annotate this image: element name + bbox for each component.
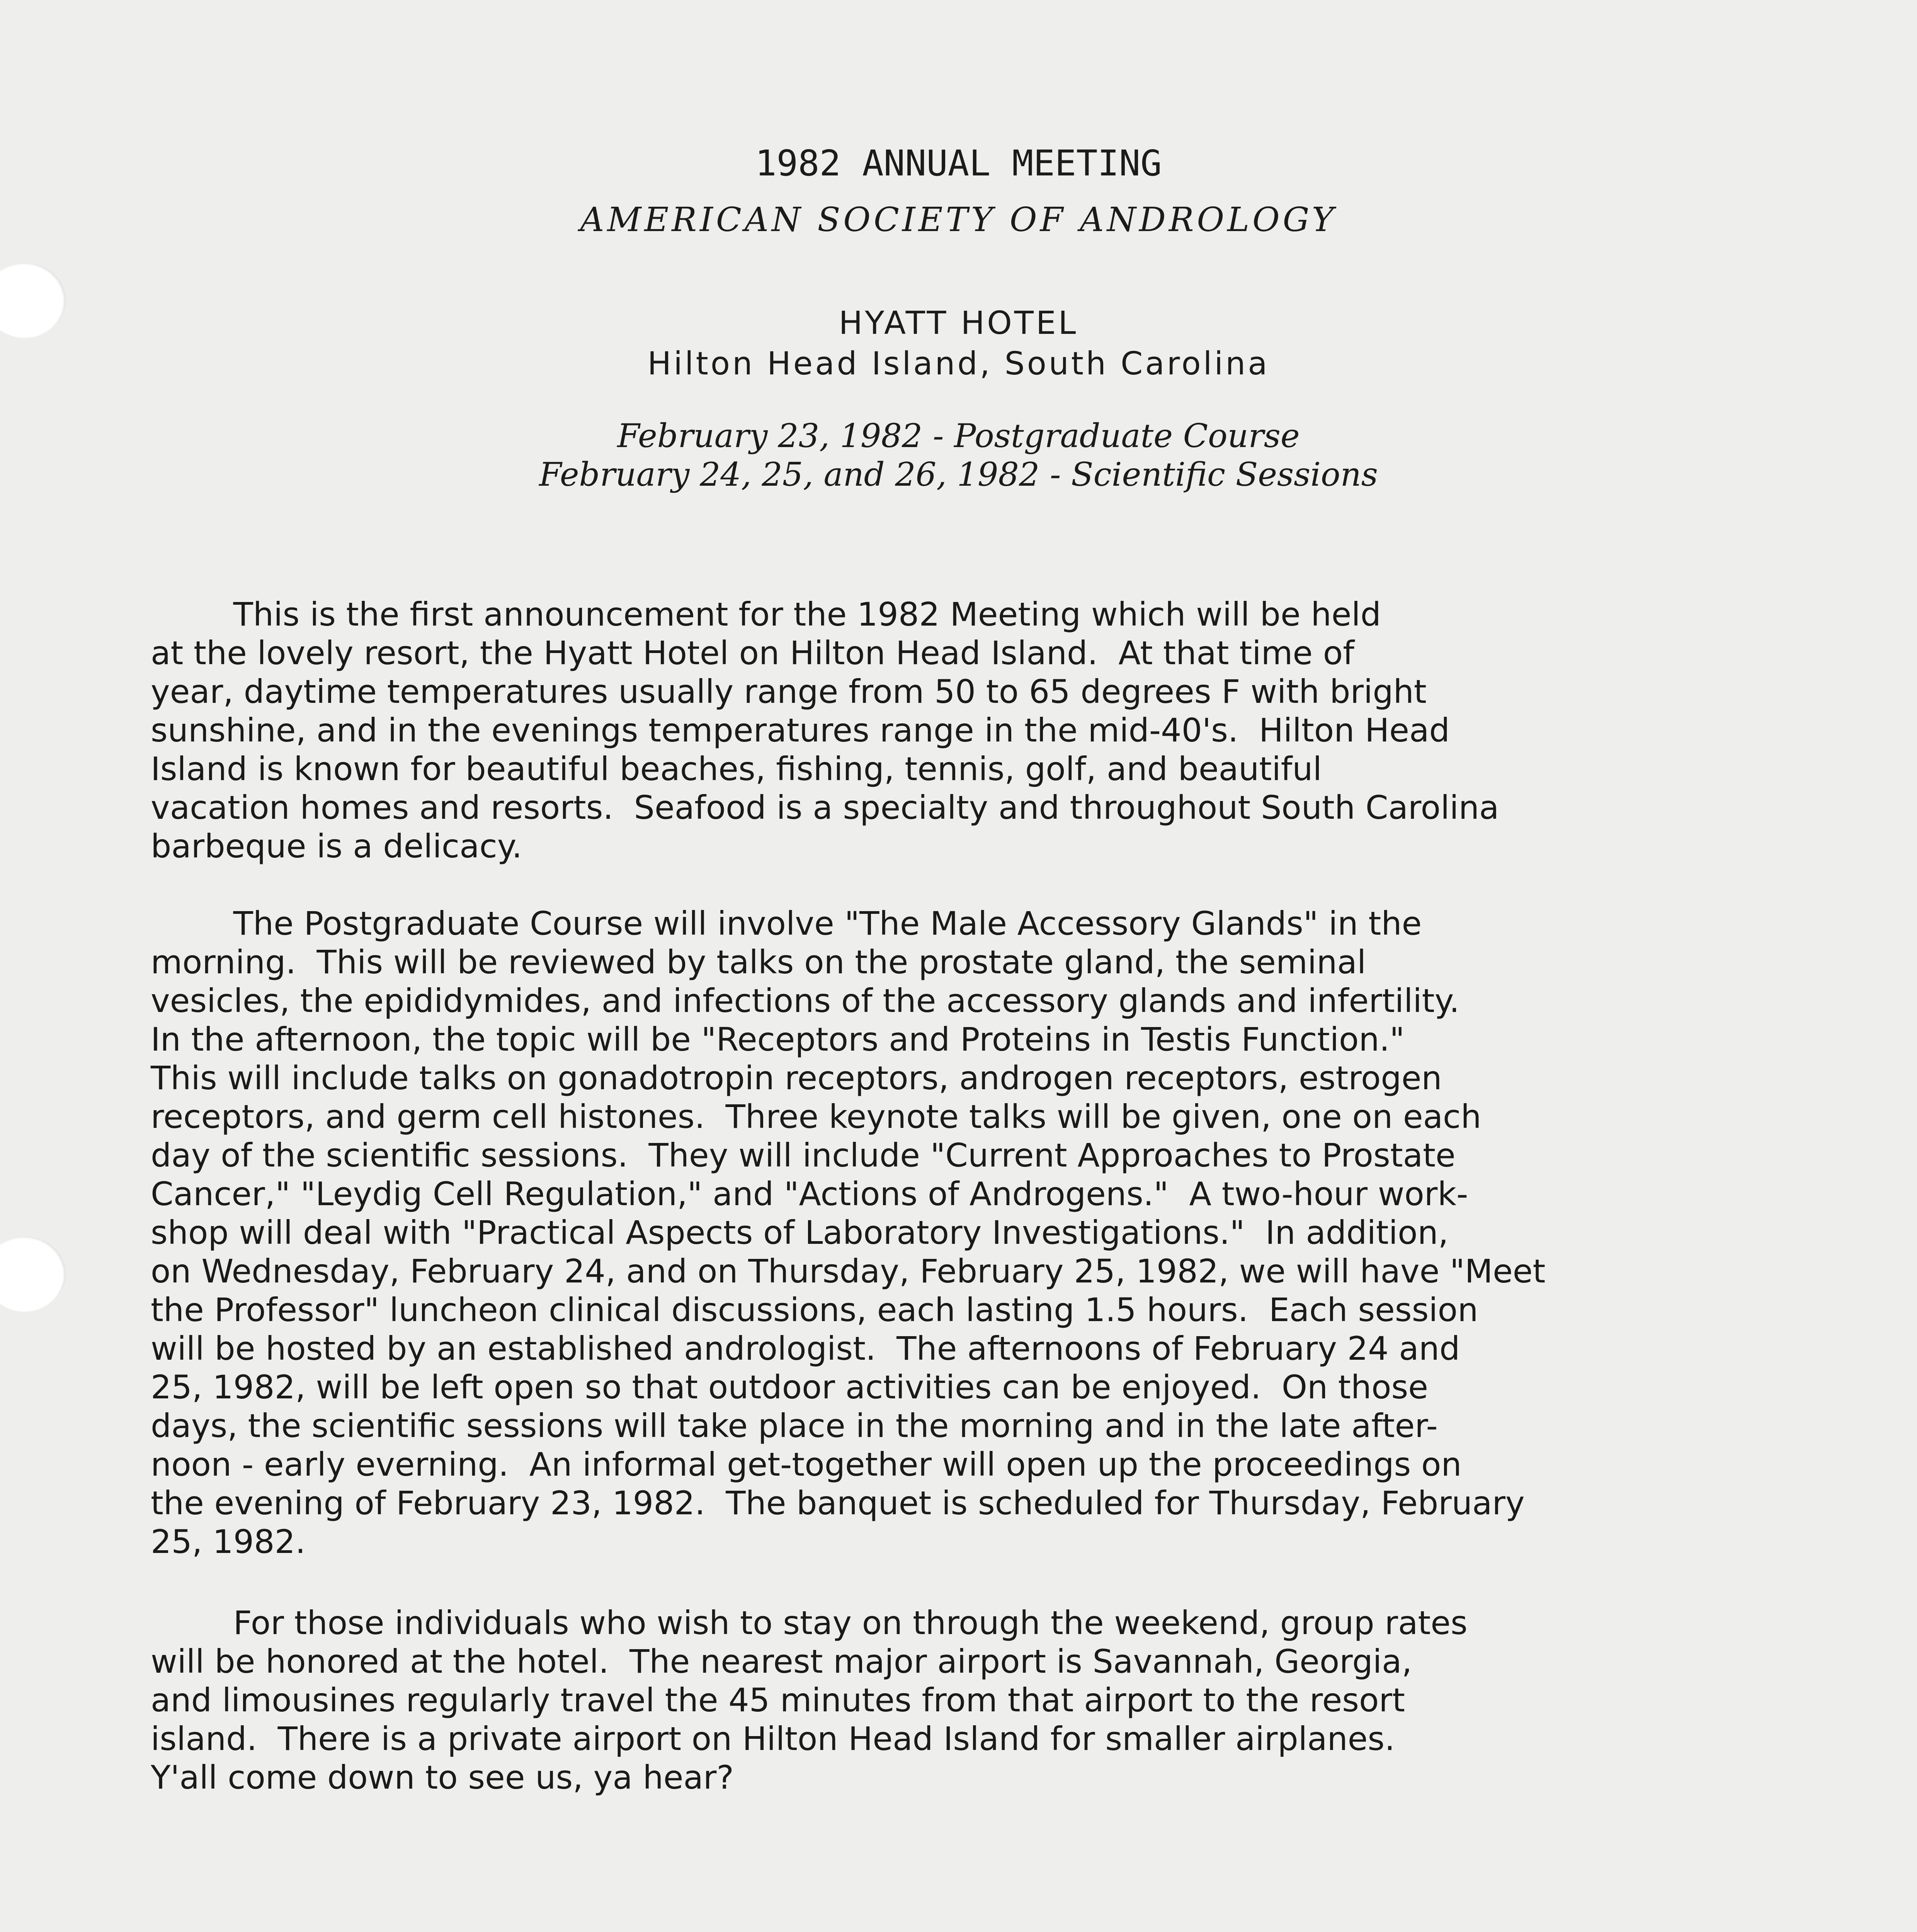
postgraduate-course-date: February 23, 1982 - Postgraduate Course xyxy=(617,417,1300,455)
scientific-sessions-date: February 24, 25, and 26, 1982 - Scientific Sessions xyxy=(539,456,1378,493)
meeting-title: 1982 ANNUAL MEETING xyxy=(755,143,1162,184)
hotel-name: HYATT HOTEL xyxy=(839,305,1078,342)
travel-information-paragraph: For those individuals who wish to stay on through the weekend, group rates will be honored at the hotel. The nearest major airport is Savannah, Georgia, and limousines regularly travel the 45 minutes from that airport to the resort island. There is a private airport on Hilton Head Island for smaller airplanes. Y'all come down to see us, ya hear? xyxy=(151,1604,1468,1796)
punch-hole xyxy=(0,1236,66,1312)
course-description-paragraph: The Postgraduate Course will involve "The Male Accessory Glands" in the morning. This will be reviewed by talks on the prostate gland, the seminal vesicles, the epididymides, and infections of the accessory glands and infertility. In the afternoon, the topic will be "Receptors and Proteins in Testis Function." This will include talks on gonadotropin receptors, androgen receptors, estrogen receptors, and germ cell histones. Three keynote talks will be given, one on each day of the scientific sessions. They will include "Current Approaches to Prostate Cancer," "Leydig Cell Regulation," and "Actions of Androgens." A two-hour work- shop will deal with "Practical Aspects of Laboratory Investigations." In addition, on Wednesday, February 24, and on Thursday, February 25, 1982, we will have "Meet the Professor" luncheon clinical discussions, each lasting 1.5 hours. Each session will be hosted by an established andrologist. The afternoons of February 24 and 25, 1982, will be left open so that outdoor activities can be enjoyed. On those days, the scientific sessions will take place in the morning and in the late after- noon - early everning. An informal get-together will open up the proceedings on the evening of February 23, 1982. The banquet is scheduled for Thursday, February 25, 1982. xyxy=(151,905,1546,1561)
hotel-location: Hilton Head Island, South Carolina xyxy=(647,345,1270,382)
society-name: AMERICAN SOCIETY OF ANDROLOGY xyxy=(580,201,1337,239)
announcement-paragraph: This is the first announcement for the 1982 Meeting which will be held at the lovely resort, the Hyatt Hotel on Hilton Head Island. At that time of year, daytime temperatures usually range from 50 to 65 degrees F with bright sunshine, and in the evenings temperatures range in the mid-40's. Hilton Head Island is known for beautiful beaches, fishing, tennis, golf, and beautiful vacation homes and resorts. Seafood is a specialty and throughout South Carolina barbeque is a delicacy. xyxy=(151,595,1499,865)
